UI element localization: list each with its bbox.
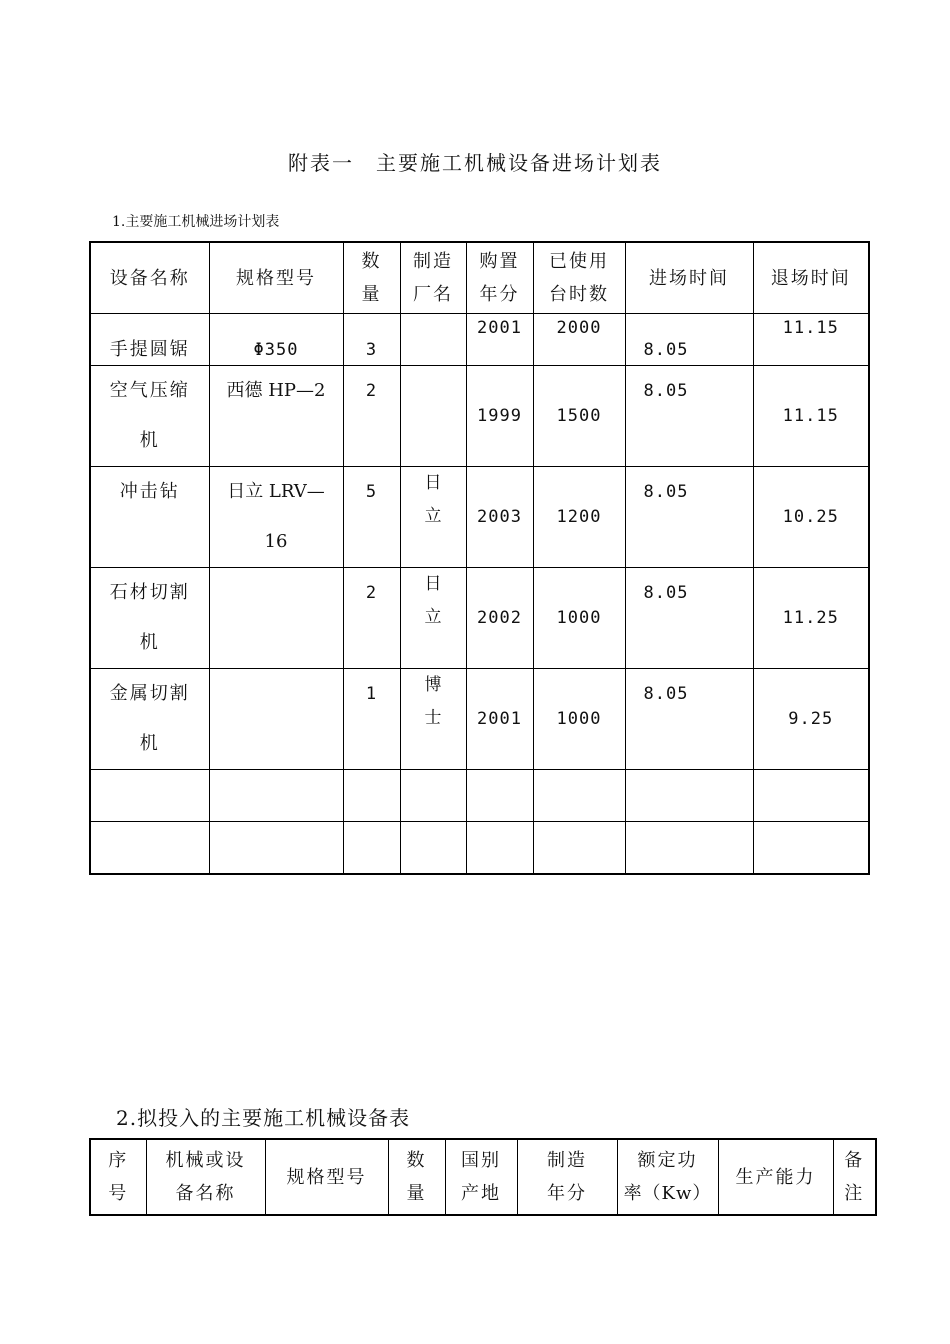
header-note [833,1139,876,1215]
header-manufacturer-line1: 制造 [413,251,453,272]
header-machine-name-line2: 备名称 [175,1183,236,1204]
cell-maker [400,669,466,770]
table-row-empty [90,770,869,822]
cell-qty-text: 3 [365,339,378,360]
cell-maker-line1: 日 [424,574,442,594]
cell-qty: 5 [343,467,400,568]
header-note-line1: 备 [844,1150,865,1171]
table-header-row [90,242,869,314]
section2-label: 2.拟投入的主要施工机械设备表 [116,1106,411,1130]
cell-entry: 8.05 [625,568,753,669]
header-seq [90,1139,146,1215]
header-manufacture-year-line2: 年分 [547,1183,587,1204]
cell-qty [343,314,400,366]
header-manufacturer-line2: 厂名 [413,284,453,305]
header-purchase-year-line2: 年分 [479,284,520,305]
header-manufacturer [400,242,466,314]
header-rated-power-line2: 率（Kw） [623,1183,712,1204]
cell-name-line1: 金属切割 [109,683,190,704]
cell-spec: 西德 HP—2 [209,366,343,467]
cell-exit: 10.25 [753,467,869,568]
cell-entry-text: 8.05 [643,339,689,360]
cell-name-line1: 空气压缩 [109,380,190,401]
header-used-hours-line1: 已使用 [549,251,609,272]
cell-name: 冲击钻 [90,467,209,568]
header-seq-line2: 号 [108,1183,129,1204]
equipment-entry-plan-table [89,241,870,875]
table-row [90,467,869,568]
cell-exit-text: 11.15 [782,317,839,338]
cell-entry: 8.05 [625,467,753,568]
cell-exit: 11.25 [753,568,869,669]
cell-exit: 11.15 [753,366,869,467]
cell-year: 1999 [466,366,533,467]
cell-entry: 8.05 [625,366,753,467]
planned-equipment-table [89,1138,877,1216]
cell-name-line2: 机 [139,430,160,451]
header-purchase-year-line1: 购置 [479,251,520,272]
header-used-hours-line2: 台时数 [549,284,609,305]
cell-hours-text: 2000 [556,317,602,338]
table-header-row [90,1139,876,1215]
cell-hours: 1000 [533,568,625,669]
header-capacity: 生产能力 [718,1139,833,1215]
header-quantity-line2: 量 [361,284,382,305]
cell-qty: 2 [343,366,400,467]
cell-spec-line1: 日立 LRV— [227,481,325,502]
cell-name-text: 手提圆锯 [109,338,190,360]
header-quantity-line1: 数 [406,1150,427,1171]
header-used-hours [533,242,625,314]
header-rated-power [617,1139,718,1215]
page-title: 附表一 主要施工机械设备进场计划表 [288,151,662,175]
cell-hours: 1000 [533,669,625,770]
header-spec-model: 规格型号 [265,1139,388,1215]
cell-year: 2003 [466,467,533,568]
cell-qty: 2 [343,568,400,669]
cell-entry [625,314,753,366]
cell-spec [209,467,343,568]
header-rated-power-line1: 额定功 [637,1150,698,1171]
header-manufacture-year-line1: 制造 [547,1150,587,1171]
cell-name-line2: 机 [139,632,160,653]
cell-exit: 9.25 [753,669,869,770]
cell-name [90,568,209,669]
cell-spec [209,568,343,669]
cell-year: 2001 [466,669,533,770]
header-equipment-name: 设备名称 [90,242,209,314]
table-row [90,669,869,770]
cell-maker-line2: 立 [424,607,442,627]
header-manufacture-year [517,1139,617,1215]
table-row [90,568,869,669]
header-note-line2: 注 [844,1183,865,1204]
header-exit-time: 退场时间 [753,242,869,314]
cell-name [90,314,209,366]
cell-hours: 1500 [533,366,625,467]
cell-maker-line2: 立 [424,506,442,526]
cell-hours [533,314,625,366]
cell-spec-line2: 16 [264,531,288,552]
header-seq-line1: 序 [108,1150,129,1171]
cell-exit [753,314,869,366]
cell-spec [209,314,343,366]
cell-year [466,314,533,366]
cell-name [90,669,209,770]
table-row [90,366,869,467]
cell-maker [400,568,466,669]
cell-maker [400,467,466,568]
cell-year: 2002 [466,568,533,669]
header-machine-name-line1: 机械或设 [165,1150,246,1171]
header-origin [445,1139,517,1215]
table-row [90,314,869,366]
header-quantity-line2: 量 [406,1183,427,1204]
cell-year-text: 2001 [477,317,522,338]
header-entry-time: 进场时间 [625,242,753,314]
cell-qty: 1 [343,669,400,770]
cell-spec [209,669,343,770]
header-origin-line2: 产地 [461,1183,501,1204]
header-spec-model: 规格型号 [209,242,343,314]
cell-maker [400,366,466,467]
cell-name-line2: 机 [139,733,160,754]
header-quantity [343,242,400,314]
cell-maker-line1: 博 [424,675,442,695]
header-purchase-year [466,242,533,314]
table-row-empty [90,822,869,875]
header-machine-name [146,1139,265,1215]
header-quantity [388,1139,445,1215]
cell-spec-text: Φ350 [253,339,299,360]
cell-entry: 8.05 [625,669,753,770]
cell-name [90,366,209,467]
cell-maker-line1: 日 [424,473,442,493]
header-quantity-line1: 数 [361,251,382,272]
cell-maker [400,314,466,366]
section1-label: 1.主要施工机械进场计划表 [112,214,280,230]
header-origin-line1: 国别 [461,1150,501,1171]
cell-hours: 1200 [533,467,625,568]
cell-maker-line2: 士 [424,708,442,728]
cell-name-line1: 石材切割 [109,582,190,603]
